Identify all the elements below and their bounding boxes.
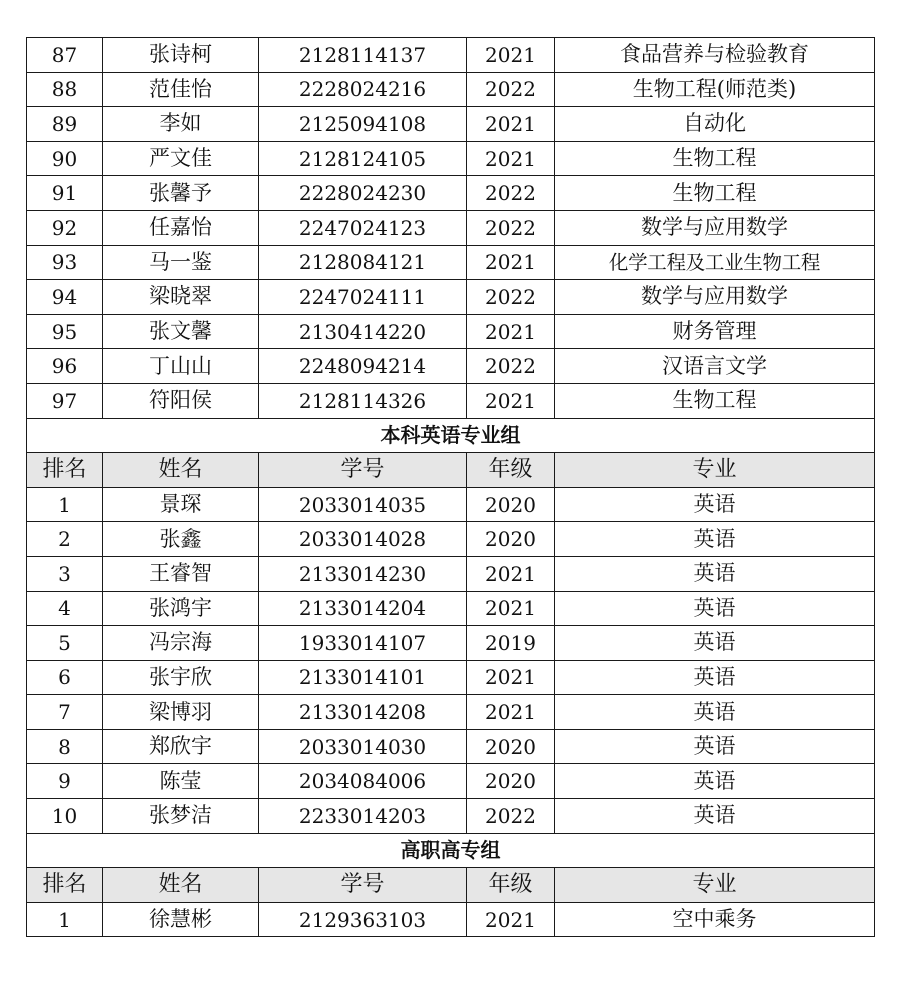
major-cell: 英语: [555, 556, 875, 591]
table-row: [27, 107, 875, 142]
major-cell: 自动化: [555, 107, 875, 142]
major-cell: 英语: [555, 522, 875, 557]
rank-cell: 2: [27, 522, 103, 557]
student-id-cell: 2034084006: [259, 764, 467, 799]
header-row-english: [27, 453, 875, 488]
student-id-header: 学号: [259, 868, 467, 903]
rank-cell: 90: [27, 141, 103, 176]
table-row: [27, 210, 875, 245]
header-row-vocational: [27, 868, 875, 903]
major-cell: 英语: [555, 799, 875, 834]
rank-cell: 9: [27, 764, 103, 799]
major-cell: 生物工程: [555, 176, 875, 211]
section-title: 本科英语专业组: [27, 418, 875, 453]
grade-cell: 2021: [467, 107, 555, 142]
rank-cell: 88: [27, 72, 103, 107]
student-id-cell: 2133014204: [259, 591, 467, 626]
major-cell: 数学与应用数学: [555, 210, 875, 245]
table-row: [27, 280, 875, 315]
student-id-cell: 2033014030: [259, 729, 467, 764]
grade-cell: 2022: [467, 210, 555, 245]
grade-cell: 2019: [467, 626, 555, 661]
rank-header: 排名: [27, 453, 103, 488]
student-id-cell: 2228024216: [259, 72, 467, 107]
major-cell: 生物工程: [555, 383, 875, 418]
student-id-cell: 2033014028: [259, 522, 467, 557]
name-cell: 张宇欣: [103, 660, 259, 695]
name-cell: 徐慧彬: [103, 902, 259, 937]
grade-cell: 2020: [467, 764, 555, 799]
student-id-cell: 2125094108: [259, 107, 467, 142]
name-cell: 李如: [103, 107, 259, 142]
table-row: [27, 695, 875, 730]
grade-cell: 2021: [467, 141, 555, 176]
grade-cell: 2022: [467, 349, 555, 384]
ranking-table: [26, 37, 875, 937]
name-cell: 张馨予: [103, 176, 259, 211]
table-row: [27, 72, 875, 107]
grade-cell: 2022: [467, 72, 555, 107]
table-row: [27, 902, 875, 937]
grade-cell: 2022: [467, 280, 555, 315]
major-cell: 生物工程(师范类): [555, 72, 875, 107]
major-cell: 英语: [555, 729, 875, 764]
name-cell: 符阳侯: [103, 383, 259, 418]
name-cell: 冯宗海: [103, 626, 259, 661]
student-id-cell: 2128114326: [259, 383, 467, 418]
student-id-cell: 1933014107: [259, 626, 467, 661]
rank-cell: 95: [27, 314, 103, 349]
major-cell: 财务管理: [555, 314, 875, 349]
name-cell: 梁晓翠: [103, 280, 259, 315]
rank-cell: 7: [27, 695, 103, 730]
major-cell: 生物工程: [555, 141, 875, 176]
table-row: [27, 314, 875, 349]
grade-cell: 2021: [467, 383, 555, 418]
student-id-cell: 2228024230: [259, 176, 467, 211]
major-cell: 英语: [555, 626, 875, 661]
table-row: [27, 487, 875, 522]
grade-cell: 2020: [467, 487, 555, 522]
major-cell: 英语: [555, 487, 875, 522]
major-cell: 英语: [555, 695, 875, 730]
major-cell: 汉语言文学: [555, 349, 875, 384]
grade-cell: 2021: [467, 660, 555, 695]
grade-cell: 2020: [467, 522, 555, 557]
name-cell: 张文馨: [103, 314, 259, 349]
grade-cell: 2020: [467, 729, 555, 764]
rank-cell: 3: [27, 556, 103, 591]
name-header: 姓名: [103, 453, 259, 488]
major-cell: 英语: [555, 764, 875, 799]
section-row-english: [27, 418, 875, 453]
rank-cell: 96: [27, 349, 103, 384]
section-row-vocational: [27, 833, 875, 868]
grade-cell: 2021: [467, 38, 555, 73]
major-cell: 数学与应用数学: [555, 280, 875, 315]
grade-cell: 2022: [467, 176, 555, 211]
table-row: [27, 245, 875, 280]
rank-cell: 91: [27, 176, 103, 211]
name-cell: 马一鉴: [103, 245, 259, 280]
student-id-cell: 2247024111: [259, 280, 467, 315]
student-id-cell: 2129363103: [259, 902, 467, 937]
name-cell: 张鑫: [103, 522, 259, 557]
student-id-cell: 2133014208: [259, 695, 467, 730]
major-header: 专业: [555, 868, 875, 903]
table-row: [27, 556, 875, 591]
table-row: [27, 522, 875, 557]
name-cell: 范佳怡: [103, 72, 259, 107]
name-cell: 张诗柯: [103, 38, 259, 73]
student-id-cell: 2248094214: [259, 349, 467, 384]
name-cell: 梁博羽: [103, 695, 259, 730]
student-id-cell: 2128114137: [259, 38, 467, 73]
table-row: [27, 383, 875, 418]
student-id-cell: 2128124105: [259, 141, 467, 176]
name-cell: 丁山山: [103, 349, 259, 384]
grade-cell: 2021: [467, 556, 555, 591]
name-cell: 任嘉怡: [103, 210, 259, 245]
rank-cell: 97: [27, 383, 103, 418]
table-row: [27, 764, 875, 799]
grade-cell: 2021: [467, 695, 555, 730]
table-row: [27, 38, 875, 73]
rank-cell: 93: [27, 245, 103, 280]
student-id-cell: 2247024123: [259, 210, 467, 245]
grade-header: 年级: [467, 453, 555, 488]
name-cell: 景琛: [103, 487, 259, 522]
student-id-cell: 2133014230: [259, 556, 467, 591]
rank-cell: 1: [27, 902, 103, 937]
rank-cell: 4: [27, 591, 103, 626]
major-cell: 英语: [555, 591, 875, 626]
grade-cell: 2021: [467, 591, 555, 626]
rank-cell: 92: [27, 210, 103, 245]
grade-cell: 2022: [467, 799, 555, 834]
rank-cell: 89: [27, 107, 103, 142]
rank-cell: 10: [27, 799, 103, 834]
table-row: [27, 660, 875, 695]
grade-cell: 2021: [467, 314, 555, 349]
rank-cell: 87: [27, 38, 103, 73]
table-row: [27, 799, 875, 834]
student-id-cell: 2128084121: [259, 245, 467, 280]
student-id-cell: 2130414220: [259, 314, 467, 349]
ranking-table-body: [27, 38, 875, 937]
rank-header: 排名: [27, 868, 103, 903]
name-cell: 严文佳: [103, 141, 259, 176]
student-id-cell: 2133014101: [259, 660, 467, 695]
section-title: 高职高专组: [27, 833, 875, 868]
grade-cell: 2021: [467, 245, 555, 280]
major-header: 专业: [555, 453, 875, 488]
name-cell: 郑欣宇: [103, 729, 259, 764]
grade-cell: 2021: [467, 902, 555, 937]
rank-cell: 94: [27, 280, 103, 315]
rank-cell: 1: [27, 487, 103, 522]
rank-cell: 8: [27, 729, 103, 764]
rank-cell: 6: [27, 660, 103, 695]
student-id-cell: 2033014035: [259, 487, 467, 522]
student-id-header: 学号: [259, 453, 467, 488]
name-cell: 陈莹: [103, 764, 259, 799]
table-row: [27, 141, 875, 176]
major-cell: 食品营养与检验教育: [555, 38, 875, 73]
table-row: [27, 176, 875, 211]
grade-header: 年级: [467, 868, 555, 903]
table-row: [27, 729, 875, 764]
name-cell: 王睿智: [103, 556, 259, 591]
rank-cell: 5: [27, 626, 103, 661]
table-row: [27, 349, 875, 384]
table-row: [27, 626, 875, 661]
table-row: [27, 591, 875, 626]
name-cell: 张梦洁: [103, 799, 259, 834]
major-cell: 英语: [555, 660, 875, 695]
major-cell: 空中乘务: [555, 902, 875, 937]
name-cell: 张鸿宇: [103, 591, 259, 626]
major-cell: 化学工程及工业生物工程: [555, 245, 875, 280]
name-header: 姓名: [103, 868, 259, 903]
student-id-cell: 2233014203: [259, 799, 467, 834]
